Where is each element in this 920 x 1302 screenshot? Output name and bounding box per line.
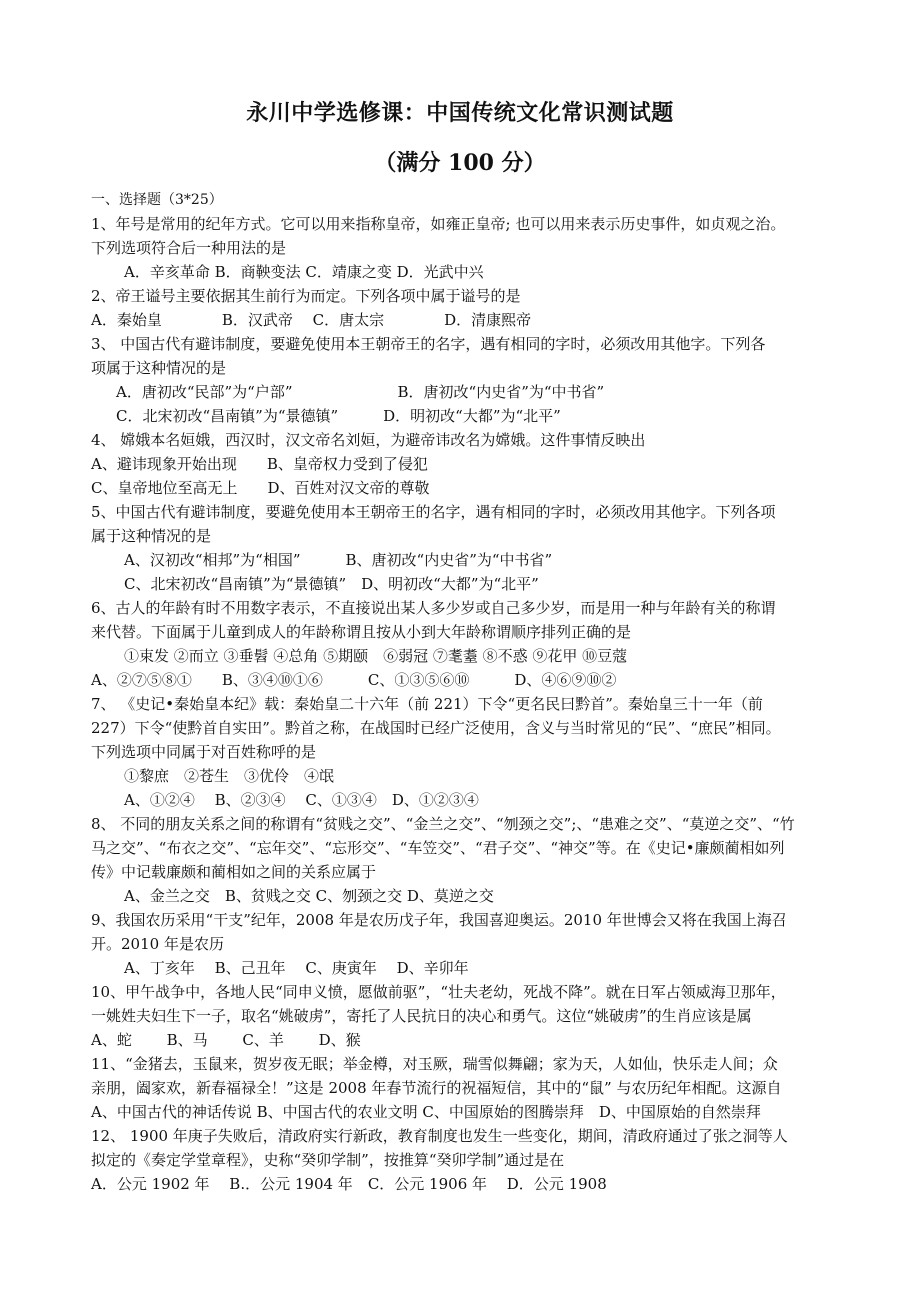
text-line: A、汉初改“相邦”为“相国” B、唐初改“内史省”为“中书省” [124,551,553,569]
text-line: 马之交”、“布衣之交”、“忘年交”、“忘形交”、“车笠交”、“君子交”、“神交”等。在《史记•廉颇蔺相如列 [91,839,785,857]
text-line: 一姚姓夫妇生下一子，取名“姚破虏”，寄托了人民抗日的决心和勇气。这位“姚破虏”的生肖应该是属 [91,1007,752,1025]
text-line: 5、中国古代有避讳制度，要避免使用本王朝帝王的名字，遇有相同的字时，必须改用其他字。下列各项 [91,503,776,521]
text-line: 拟定的《奏定学堂章程》，史称“癸卯学制”，按推算“癸卯学制”通过是在 [91,1151,565,1169]
text-line: 2、帝王谥号主要依据其生前行为而定。下列各项中属于谥号的是 [91,287,521,305]
text-line: A、②⑦⑤⑧① B、③④⑩①⑥ C、①③⑤⑥⑩ D、④⑥⑨⑩② [91,671,617,689]
text-line: C、皇帝地位至高无上 D、百姓对汉文帝的尊敬 [91,479,430,497]
question-lines [91,212,831,1196]
text-line: 下列选项中同属于对百姓称呼的是 [91,743,317,761]
text-line: ①黎庶 ②苍生 ③优伶 ④氓 [124,767,335,785]
text-line: A．辛亥革命 B．商鞅变法 C．靖康之变 D．光武中兴 [124,263,484,281]
text-line: 6、古人的年龄有时不用数字表示，不直接说出某人多少岁或自己多少岁，而是用一种与年龄有关的称谓 [91,599,776,617]
text-line: A、①②④ B、②③④ C、①③④ D、①②③④ [124,791,479,809]
text-line: 属于这种情况的是 [91,527,212,545]
text-line: 来代替。下面属于儿童到成人的年龄称谓且按从小到大年龄称谓顺序排列正确的是 [91,623,632,641]
text-line: ①束发 ②而立 ③垂髫 ④总角 ⑤期颐 ⑥弱冠 ⑦耄耋 ⑧不惑 ⑨花甲 ⑩豆蔻 [124,647,628,665]
text-line: 1、年号是常用的纪年方式。它可以用来指称皇帝，如雍正皇帝; 也可以用来表示历史事件，如贞观之治。 [91,215,786,233]
text-line: 10、甲午战争中，各地人民“同申义愤，愿做前驱”，“壮夫老幼，死战不降”。就在日军占领威海卫那年， [91,983,786,1001]
text-line: A、蛇 B、马 C、羊 D、猴 [91,1031,361,1049]
text-line: 4、 嫦娥本名姮娥，西汉时，汉文帝名刘姮，为避帝讳改名为嫦娥。这件事情反映出 [91,431,646,449]
text-line: 项属于这种情况的是 [91,359,227,377]
text-line: 传》中记载廉颇和蔺相如之间的关系应属于 [91,863,377,881]
section-heading: 一、选择题（3*25） [91,192,223,208]
text-line: 7、 《史记•秦始皇本纪》载：秦始皇二十六年（前 221）下令“更名民曰黔首”。秦始皇三十一年（前 [91,695,763,713]
text-line: 8、 不同的朋友关系之间的称谓有“贫贱之交”、“金兰之交”、“刎颈之交”;、“患难之交”、“莫逆之交”、“竹 [91,815,795,833]
text-line: 9、我国农历采用“干支”纪年，2008 年是农历戊子年，我国喜迎奥运。2010 年世博会又将在我国上海召 [91,911,787,929]
text-line: A、中国古代的神话传说 B、中国古代的农业文明 C、中国原始的图腾崇拜 D、中国原始的自然崇拜 [91,1103,761,1121]
text-line: A．秦始皇 B．汉武帝 C．唐太宗 D．清康熙帝 [91,311,532,329]
text-line: A．公元 1902 年 B.．公元 1904 年 C．公元 1906 年 D．公元 1908 [91,1175,607,1193]
text-line: A．唐初改“民部”为“户部” B．唐初改“内史省”为“中书省” [116,383,605,401]
text-line: 3、 中国古代有避讳制度，要避免使用本王朝帝王的名字，遇有相同的字时，必须改用其他字。下列各 [91,335,766,353]
text-line: C、北宋初改“昌南镇”为“景德镇” D、明初改“大都”为“北平” [124,575,539,593]
text-line: 开。2010 年是农历 [91,935,224,953]
document-title: 永川中学选修课：中国传统文化常识测试题 [246,100,674,126]
text-line: A、避讳现象开始出现 B、皇帝权力受到了侵犯 [91,455,428,473]
text-line: A、金兰之交 B、贫贱之交 C、刎颈之交 D、莫逆之交 [124,887,494,905]
document-subtitle: （满分 100 分） [374,150,546,176]
text-line: 12、 1900 年庚子失败后，清政府实行新政，教育制度也发生一些变化，期间，清政府通过了张之洞等人 [91,1127,788,1145]
document-body [91,188,831,1196]
text-line: 下列选项符合后一种用法的是 [91,239,287,257]
text-line: 亲朋，阖家欢，新春福禄全！”这是 2008 年春节流行的祝福短信，其中的“鼠” 与农历纪年相配。这源自 [91,1079,782,1097]
text-line: C．北宋初改“昌南镇”为“景德镇” D．明初改“大都”为“北平” [116,407,561,425]
text-line: A、丁亥年 B、己丑年 C、庚寅年 D、辛卯年 [124,959,469,977]
text-line: 11、“金猪去，玉鼠来，贺岁夜无眠；举金樽，对玉厥，瑞雪似舞翩；家为天，人如仙，快乐走人间；众 [91,1055,778,1073]
text-line: 227）下令“使黔首自实田”。黔首之称，在战国时已经广泛使用，含义与当时常见的“民”、“庶民”相同。 [91,719,781,737]
